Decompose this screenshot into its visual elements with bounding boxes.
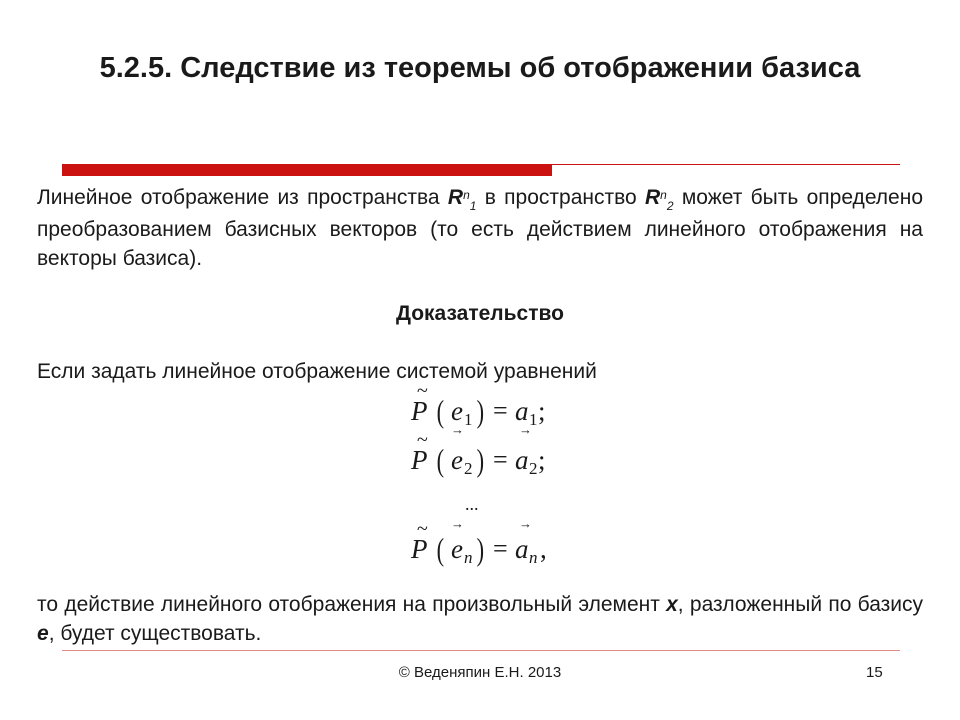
- eq1-end: ;: [538, 396, 546, 426]
- conclusion-paragraph: [37, 590, 923, 648]
- space-dim-sup-2: n: [660, 188, 667, 202]
- eq1-rhs-arrow-icon: →: [519, 422, 532, 437]
- space-r-label-1: R: [447, 186, 464, 209]
- eqn-close-paren: ): [476, 531, 485, 567]
- intro-text-3: может быть определено преобразованием базисных векторов (то есть действием линейного отображения на векторы базиса).: [37, 186, 924, 270]
- eq1-operator: P: [411, 396, 428, 426]
- eq2-vector: e: [451, 445, 463, 475]
- slide-title: 5.2.5. Следствие из теоремы об отображении базиса: [99, 52, 861, 84]
- eq1-close-paren: ): [476, 393, 485, 429]
- condition-text: Если задать линейное отображение системой уравнений: [37, 360, 597, 383]
- conclusion-text-2: , разложенный по базису: [677, 593, 924, 616]
- eq1-rhs-index: 1: [529, 410, 538, 429]
- eqn-tilde: ~: [417, 518, 428, 540]
- eq1-equals: =: [493, 396, 508, 425]
- eq1-vector-arrow-icon: →: [451, 422, 464, 437]
- space-dim-sub-2: 2: [666, 199, 674, 213]
- eqn-rhs-index: n: [529, 548, 538, 567]
- eq2-rhs: a: [515, 445, 529, 475]
- eqn-open-paren: (: [436, 531, 445, 567]
- eq2-open-paren: (: [436, 442, 445, 478]
- eqn-rhs: a: [515, 534, 529, 564]
- conclusion-text-1: то действие линейного отображения на произвольный элемент: [37, 593, 667, 616]
- space-r-label-2: R: [645, 186, 661, 209]
- equations-ellipsis: ...: [465, 494, 479, 514]
- eq1-tilde: ~: [417, 380, 428, 402]
- space-dim-sub-1: 1: [469, 199, 477, 213]
- intro-text-1: Линейное отображение из пространства: [37, 186, 448, 209]
- conclusion-text-3: , будет существовать.: [48, 622, 262, 645]
- eq2-tilde: ~: [417, 429, 428, 451]
- eq2-index: 2: [464, 459, 473, 478]
- eq2-rhs-index: 2: [529, 459, 538, 478]
- space-dim-sup-1: n: [463, 188, 470, 202]
- eq2-end: ;: [538, 445, 546, 475]
- eqn-index: n: [464, 548, 473, 567]
- footer-divider: [62, 650, 900, 651]
- footer-copyright: © Веденяпин Е.Н. 2013: [398, 664, 562, 681]
- basis-e: e: [37, 622, 49, 645]
- eqn-equals: =: [493, 534, 508, 563]
- eq1-rhs: a: [515, 396, 529, 426]
- eqn-end: ,: [540, 534, 547, 564]
- eqn-vector-arrow-icon: →: [451, 516, 464, 531]
- eq2-close-paren: ): [476, 442, 485, 478]
- page-number: 15: [866, 664, 883, 681]
- intro-text-2: в пространство: [476, 186, 645, 209]
- eq2-operator: P: [411, 445, 428, 475]
- element-x: x: [666, 593, 678, 616]
- title-underline-thin: [552, 164, 900, 165]
- eqn-operator: P: [411, 534, 428, 564]
- eq1-index: 1: [464, 410, 473, 429]
- eq1-open-paren: (: [436, 393, 445, 429]
- eqn-vector: e: [451, 534, 463, 564]
- eq1-vector: e: [451, 396, 463, 426]
- eq2-equals: =: [493, 445, 508, 474]
- eqn-rhs-arrow-icon: →: [519, 516, 532, 531]
- title-underline-thick: [62, 164, 552, 176]
- proof-heading: Доказательство: [396, 302, 564, 325]
- intro-paragraph: [37, 183, 923, 273]
